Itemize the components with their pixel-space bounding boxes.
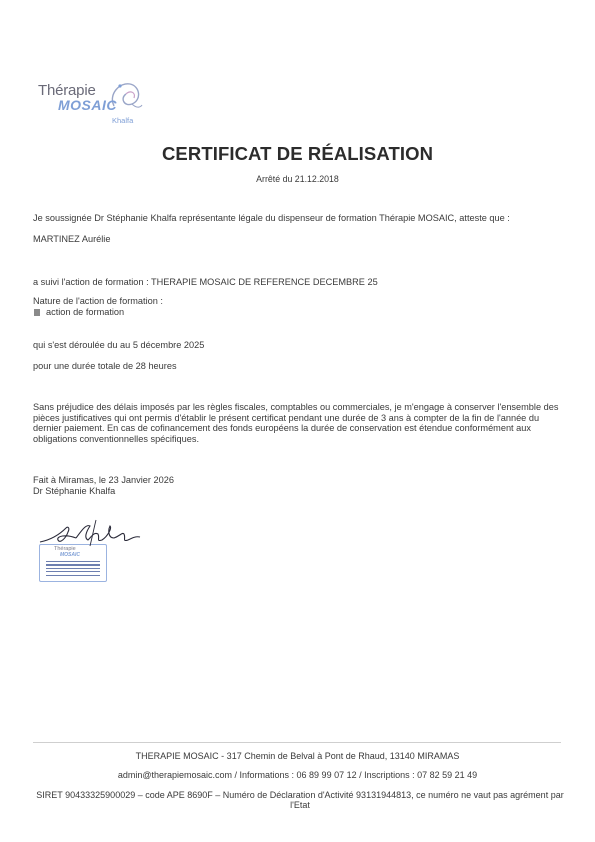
training-nature-label: Nature de l'action de formation : bbox=[33, 296, 163, 306]
logo-word-therapie: Thérapie bbox=[38, 82, 96, 99]
legal-paragraph: Sans préjudice des délais imposés par les règles fiscales, comptables ou commerciales, je m'engage à conserver l'ensemble des pièces justificatives qui ont permis d'établir le présent certificat pendant une durée de 3 ans à compter de la fin de l'année du dernier paiement. En cas de cofinancement des fonds européens la durée de conservation est étendue conformément aux obligations conventionnelles spécifiques. bbox=[33, 402, 559, 444]
stamp-text-lines bbox=[46, 561, 100, 578]
training-action: a suivi l'action de formation : THERAPIE MOSAIC DE REFERENCE DECEMBRE 25 bbox=[33, 277, 378, 287]
page-title: CERTIFICAT DE RÉALISATION bbox=[161, 143, 434, 164]
stamp-line-mosaic: MOSAIC bbox=[60, 552, 80, 558]
handwritten-signature bbox=[36, 516, 146, 556]
company-logo bbox=[30, 72, 150, 130]
footer-divider bbox=[33, 742, 561, 743]
logo-word-khalfa: Khalfa bbox=[112, 116, 134, 125]
training-duration: pour une durée totale de 28 heures bbox=[33, 361, 177, 371]
stamp-line-therapie: Thérapie bbox=[54, 546, 76, 552]
signature-block bbox=[36, 516, 146, 586]
footer-registration: SIRET 90433325900029 – code APE 8690F – Numéro de Déclaration d'Activité 93131944813, ce numéro ne vaut pas agrément par l'Etat bbox=[36, 790, 564, 810]
trainee-name: MARTINEZ Aurélie bbox=[33, 234, 111, 244]
attestation-intro: Je soussignée Dr Stéphanie Khalfa représentante légale du dispenseur de formation Thérapie MOSAIC, atteste que : bbox=[33, 213, 510, 223]
training-nature-value: action de formation bbox=[46, 307, 125, 317]
logo-word-mosaic: MOSAIC bbox=[58, 97, 117, 113]
training-dates: qui s'est déroulée du au 5 décembre 2025 bbox=[33, 340, 205, 350]
decree-reference: Arrêté du 21.12.2018 bbox=[256, 174, 339, 184]
checkbox-icon bbox=[34, 309, 40, 316]
footer-address: THERAPIE MOSAIC - 317 Chemin de Belval à Pont de Rhaud, 13140 MIRAMAS bbox=[135, 751, 460, 761]
place-and-date: Fait à Miramas, le 23 Janvier 2026 bbox=[33, 475, 174, 485]
signer-name: Dr Stéphanie Khalfa bbox=[33, 486, 116, 496]
footer-contacts: admin@therapiemosaic.com / Informations : 06 89 99 07 12 / Inscriptions : 07 82 59 21 49 bbox=[117, 770, 478, 780]
